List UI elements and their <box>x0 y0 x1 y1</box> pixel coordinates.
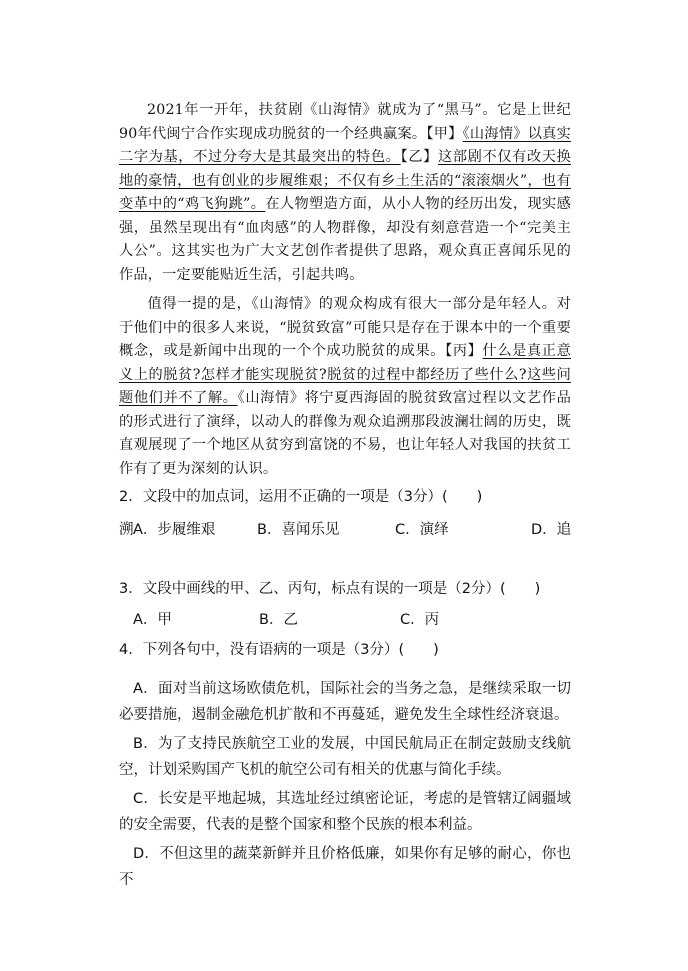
passage-text: 《山海情》将宁夏西海固的脱贫致富过程以文艺作品的形式进行了演绎，以动人的群像为观众追溯那段波澜壮阔的历史，既直观展现了一个地区从贫穷到富饶的不易，也让年轻人对我国的扶贫工作有了更为深刻的认识。 <box>119 390 571 477</box>
option-c[interactable]: C．演绎 <box>395 522 449 538</box>
question-4-stem: 4．下列各句中，没有语病的一项是（3分）( ) <box>119 642 439 658</box>
passage-paragraph-2 <box>119 293 571 481</box>
option-b[interactable]: B．乙 <box>259 612 298 628</box>
question-4-option-a[interactable] <box>119 676 571 728</box>
passage-text: 在人物塑造方面，从小人物的经历出发，现实感强，虽然呈现出有“血肉感”的人物群像，却没有刻意营造一个“完美主人公”。这其实也为广大文艺创作者提供了思路，观众真正喜闻乐见的作品，一定要能贴近生活，引起共鸣。 <box>119 196 572 283</box>
underlined-sentence-jia: 《山海情》以真实二字为基，不过分夸大是其最突出的特色。 <box>119 125 571 165</box>
option-d[interactable]: D．追 <box>531 522 572 538</box>
question-2-options <box>119 517 571 569</box>
option-a[interactable]: A．步履维艰 <box>133 522 216 538</box>
question-4-option-d[interactable] <box>119 841 571 893</box>
question-3-options <box>119 607 571 633</box>
option-a-text: A．面对当前这场欧债危机，国际社会的当务之急，是继续采取一切必要措施，遏制金融危机扩散和不再蔓延，避免发生全球性经济衰退。 <box>119 681 571 723</box>
option-d-continued: 溯 <box>119 522 134 538</box>
underlined-sentence-yi: 这部剧不仅有改天换地的豪情，也有创业的步履维艰；不仅有乡土生活的“滚滚烟火”，也有变革中的“鸡飞狗跳”。 <box>119 149 571 212</box>
question-3-stem: 3．文段中画线的甲、乙、丙句，标点有误的一项是（2分）( ) <box>119 581 541 597</box>
passage-text: 【乙】 <box>400 149 439 165</box>
option-b-text: B．为了支持民族航空工业的发展，中国民航局正在制定鼓励支线航空，计划采购国产飞机的航空公司有相关的优惠与简化手续。 <box>119 736 571 778</box>
option-c-text: C．长安是平地起城，其选址经过缜密论证，考虑的是管辖辽阔疆域的安全需要，代表的是整个国家和整个民族的根本利益。 <box>119 791 571 833</box>
question-4-option-b[interactable] <box>119 731 571 783</box>
question-4-option-c[interactable] <box>119 786 571 838</box>
option-d-text: D．不但这里的蔬菜新鲜并且价格低廉，如果你有足够的耐心，你也不 <box>119 846 571 888</box>
question-2-stem: 2．文段中的加点词，运用不正确的一项是（3分）( ) <box>119 489 483 505</box>
passage-text: 值得一提的是，《山海情》的观众构成有很大一部分是年轻人。对于他们中的很多人来说，“脱贫致富”可能只是存在于课本中的一个重要概念，或是新闻中出现的一个个成功脱贫的成果。【丙】 <box>119 296 571 359</box>
underlined-sentence-bing: 什么是真正意义上的脱贫?怎样才能实现脱贫?脱贫的过程中都经历了些什么?这些问题他们并不了解。 <box>119 343 572 406</box>
option-a[interactable]: A．甲 <box>133 612 172 628</box>
passage-paragraph-1 <box>119 99 571 287</box>
option-c[interactable]: C．丙 <box>400 612 440 628</box>
passage-text: 2021年一开年，扶贫剧《山海情》就成为了“黑马”。它是上世纪90年代闽宁合作实现成功脱贫的一个经典赢案。【甲】 <box>119 102 571 142</box>
option-b[interactable]: B．喜闻乐见 <box>257 522 340 538</box>
